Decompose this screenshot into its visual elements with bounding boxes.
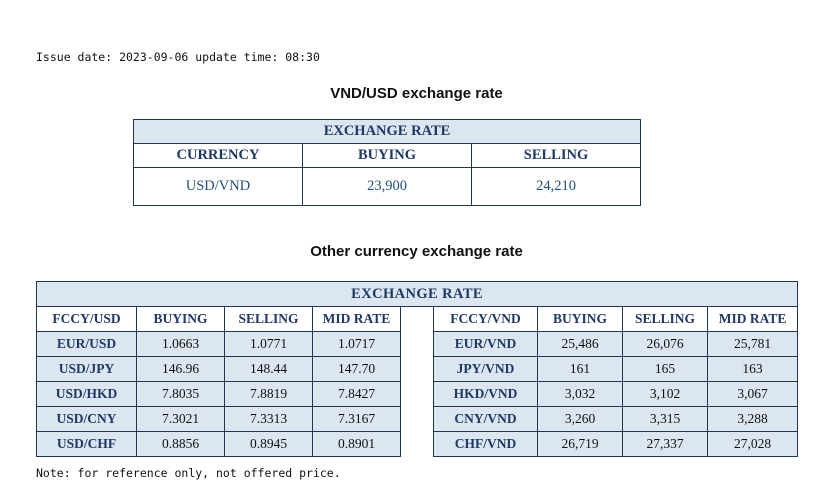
column-header-fccy-usd: FCCY/USD	[37, 307, 137, 332]
spacer-cell	[401, 332, 434, 357]
other-section-title: Other currency exchange rate	[310, 243, 523, 260]
footer-note: Note: for reference only, not offered price.	[36, 466, 341, 480]
table-row-header	[134, 144, 641, 168]
cell-left-buying: 0.8856	[137, 432, 225, 457]
cell-left-pair: USD/HKD	[37, 382, 137, 407]
column-header-left-mid-rate: MID RATE	[313, 307, 401, 332]
cell-left-mid: 147.70	[313, 357, 401, 382]
table-row-band	[134, 120, 641, 144]
cell-left-pair: EUR/USD	[37, 332, 137, 357]
cell-right-mid: 3,067	[708, 382, 798, 407]
table-row-header	[37, 307, 798, 332]
cell-left-selling: 1.0771	[225, 332, 313, 357]
cell-left-selling: 7.3313	[225, 407, 313, 432]
cell-buying-rate: 23,900	[303, 168, 472, 206]
cell-left-mid: 7.8427	[313, 382, 401, 407]
cell-currency-pair: USD/VND	[134, 168, 303, 206]
column-header-fccy-vnd: FCCY/VND	[434, 307, 538, 332]
cell-right-selling: 3,315	[623, 407, 708, 432]
table-row	[37, 407, 798, 432]
table-row-band	[37, 282, 798, 307]
cell-right-buying: 161	[538, 357, 623, 382]
cell-right-mid: 3,288	[708, 407, 798, 432]
cell-right-selling: 26,076	[623, 332, 708, 357]
issue-date-line: Issue date: 2023-09-06 update time: 08:30	[36, 50, 320, 64]
cell-right-selling: 3,102	[623, 382, 708, 407]
usd-vnd-exchange-table	[133, 119, 641, 206]
exchange-rate-band-label: EXCHANGE RATE	[134, 120, 641, 144]
cell-left-buying: 146.96	[137, 357, 225, 382]
cell-left-selling: 7.8819	[225, 382, 313, 407]
cell-right-pair: HKD/VND	[434, 382, 538, 407]
main-section-title: VND/USD exchange rate	[330, 85, 503, 102]
spacer-cell	[401, 432, 434, 457]
cell-right-mid: 25,781	[708, 332, 798, 357]
cell-right-selling: 27,337	[623, 432, 708, 457]
cell-left-selling: 148.44	[225, 357, 313, 382]
cell-left-pair: USD/CHF	[37, 432, 137, 457]
cell-left-buying: 7.8035	[137, 382, 225, 407]
cell-right-buying: 25,486	[538, 332, 623, 357]
column-header-right-buying: BUYING	[538, 307, 623, 332]
cell-left-mid: 7.3167	[313, 407, 401, 432]
table-row	[134, 168, 641, 206]
cell-right-buying: 3,032	[538, 382, 623, 407]
spacer-cell	[401, 382, 434, 407]
column-header-buying: BUYING	[303, 144, 472, 168]
cell-right-mid: 27,028	[708, 432, 798, 457]
cell-right-pair: CNY/VND	[434, 407, 538, 432]
column-header-left-buying: BUYING	[137, 307, 225, 332]
cell-right-buying: 3,260	[538, 407, 623, 432]
spacer-cell	[401, 357, 434, 382]
spacer-cell	[401, 307, 434, 332]
table-row	[37, 432, 798, 457]
column-header-right-selling: SELLING	[623, 307, 708, 332]
spacer-cell	[401, 407, 434, 432]
exchange-rate-band-label: EXCHANGE RATE	[37, 282, 798, 307]
cell-selling-rate: 24,210	[472, 168, 641, 206]
cell-left-selling: 0.8945	[225, 432, 313, 457]
cell-right-buying: 26,719	[538, 432, 623, 457]
cell-right-pair: EUR/VND	[434, 332, 538, 357]
table-row	[37, 332, 798, 357]
other-currency-exchange-table	[36, 281, 798, 457]
cell-left-buying: 7.3021	[137, 407, 225, 432]
cell-left-mid: 0.8901	[313, 432, 401, 457]
cell-left-buying: 1.0663	[137, 332, 225, 357]
cell-left-pair: USD/CNY	[37, 407, 137, 432]
table-row	[37, 357, 798, 382]
column-header-left-selling: SELLING	[225, 307, 313, 332]
cell-right-pair: JPY/VND	[434, 357, 538, 382]
cell-right-selling: 165	[623, 357, 708, 382]
cell-right-pair: CHF/VND	[434, 432, 538, 457]
cell-right-mid: 163	[708, 357, 798, 382]
cell-left-mid: 1.0717	[313, 332, 401, 357]
column-header-right-mid-rate: MID RATE	[708, 307, 798, 332]
column-header-selling: SELLING	[472, 144, 641, 168]
column-header-currency: CURRENCY	[134, 144, 303, 168]
cell-left-pair: USD/JPY	[37, 357, 137, 382]
table-row	[37, 382, 798, 407]
